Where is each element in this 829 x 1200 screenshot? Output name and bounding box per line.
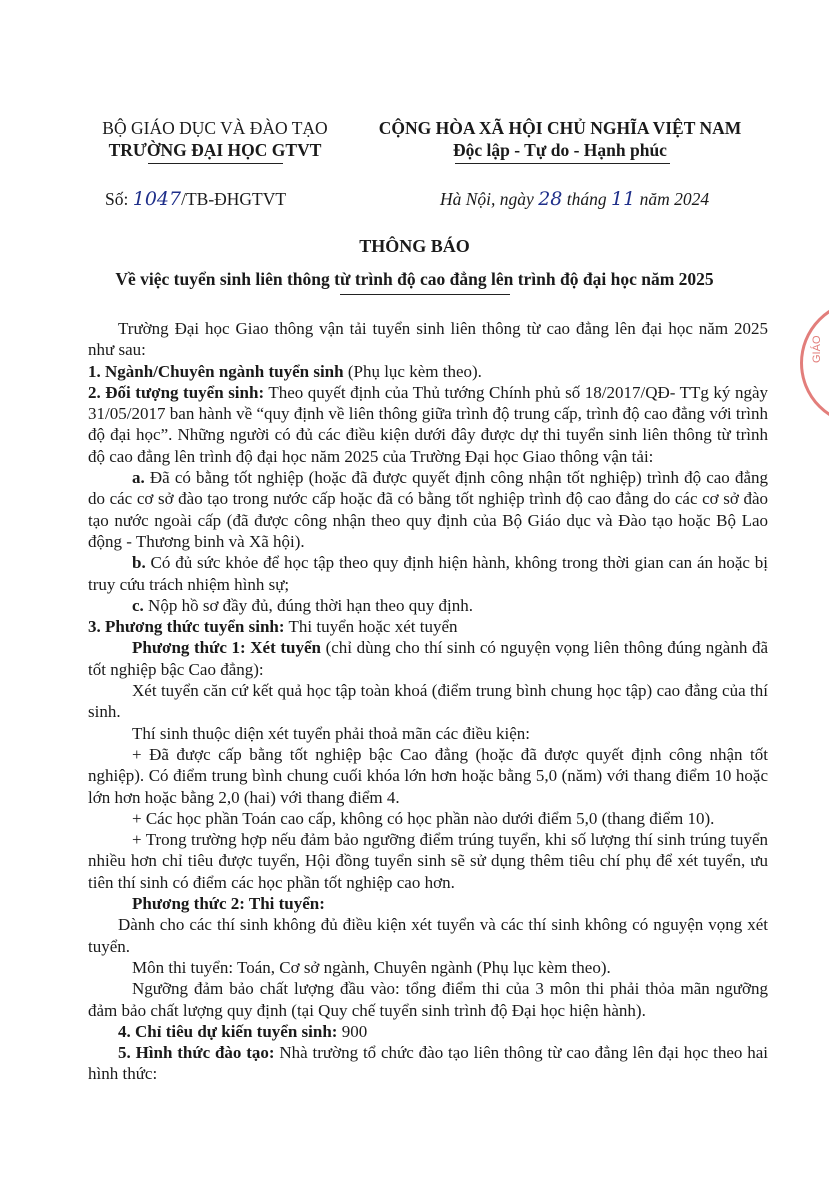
method-1-paragraph-4: + Các học phần Toán cao cấp, không có học phần nào dưới điểm 5,0 (thang điểm 10). — [132, 808, 715, 828]
section-4-text: 900 — [337, 1021, 368, 1041]
document-number — [105, 188, 286, 210]
method-1-paragraph-5: + Trong trường hợp nếu đảm bảo ngưỡng điểm trúng tuyển, khi số lượng thí sinh trúng tuyển nhiều hơn chỉ tiêu được tuyển, Hội đồng tuyển sinh sẽ sử dụng thêm tiêu chí phụ để xét tuyển, ưu tiên thí sinh có điểm các học phần tốt nghiệp cao hơn. — [88, 830, 768, 892]
item-c-label: c. — [132, 595, 144, 615]
national-heading — [360, 117, 760, 161]
issuer-block — [70, 117, 360, 161]
method-1 — [88, 637, 768, 680]
nation-name: CỘNG HÒA XÃ HỘI CHỦ NGHĨA VIỆT NAM — [378, 118, 742, 138]
section-2 — [88, 382, 768, 467]
section-4-heading: 4. Chỉ tiêu dự kiến tuyển sinh: — [118, 1021, 338, 1041]
method-2-heading: Phương thức 2: Thi tuyển: — [132, 894, 325, 914]
red-seal — [800, 300, 829, 426]
item-b — [88, 552, 768, 595]
handwritten-month: 11 — [611, 188, 636, 210]
method-1-heading: Phương thức 1: Xét tuyển — [132, 638, 321, 658]
section-5 — [88, 1042, 768, 1085]
method-1-paragraph-1: Xét tuyển căn cứ kết quả học tập toàn khoá (điểm trung bình chung học tập) cao đẳng của thí sinh. — [88, 681, 768, 722]
subtitle-underline — [340, 294, 510, 295]
method-1-paragraph-2: Thí sinh thuộc diện xét tuyển phải thoả mãn các điều kiện: — [132, 723, 530, 743]
issuer-underline — [148, 163, 283, 164]
section-5-text: Nhà trường tổ chức đào tạo liên thông từ cao đẳng lên đại học theo hai hình thức: — [88, 1043, 768, 1084]
method-2-paragraph-2: Môn thi tuyển: Toán, Cơ sở ngành, Chuyên ngành (Phụ lục kèm theo). — [132, 957, 611, 977]
item-b-text: Có đủ sức khỏe để học tập theo quy định hiện hành, không trong thời gian can án hoặc bị truy cứu trách nhiệm hình sự; — [88, 553, 768, 594]
item-c — [88, 595, 768, 616]
item-a-text: Đã có bằng tốt nghiệp (hoặc đã được quyết định công nhận tốt nghiệp) trình độ cao đẳng do các cơ sở đào tạo trong nước cấp hoặc đã có bằng tốt nghiệp trình độ cao đẳng do các cơ sở đào tạo nước ngoài cấp (đã được công nhận theo quy định của Bộ Giáo dục và Đào tạo hoặc Bộ Lao động - Thương binh và Xã hội). — [88, 468, 768, 551]
notice-title: THÔNG BÁO — [359, 236, 470, 256]
section-5-heading: 5. Hình thức đào tạo: — [118, 1043, 275, 1063]
method-1-text: (chỉ dùng cho thí sinh có nguyện vọng liên thông đúng ngành đã tốt nghiệp bậc Cao đẳng): — [88, 638, 768, 679]
notice-subtitle: Về việc tuyển sinh liên thông từ trình độ cao đẳng lên trình độ đại học năm 2025 — [115, 269, 714, 289]
handwritten-day: 28 — [538, 188, 563, 210]
number-suffix: /TB-ĐHGTVT — [181, 189, 287, 209]
method-1-paragraph-3: + Đã được cấp bằng tốt nghiệp bậc Cao đẳng (hoặc đã được quyết định công nhận tốt nghiệp). Có điểm trung bình chung cuối khóa lớn hơn hoặc bằng 5,0 (năm) với thang điểm 10 hoặc lớn hơn hoặc bằng 2,0 (hai) với thang điểm 4. — [88, 744, 768, 807]
item-a-label: a. — [132, 468, 145, 488]
university-name: TRƯỜNG ĐẠI HỌC GTVT — [108, 140, 322, 160]
notice-body — [88, 318, 768, 1085]
section-1-text: (Phụ lục kèm theo). — [343, 361, 482, 381]
date-place: Hà Nội, ngày — [440, 189, 539, 209]
national-motto: Độc lập - Tự do - Hạnh phúc — [453, 140, 667, 160]
number-prefix: Số: — [105, 189, 133, 209]
item-a — [88, 467, 768, 552]
section-1-heading: 1. Ngành/Chuyên ngành tuyển sinh — [88, 361, 344, 381]
date-year-label: năm 2024 — [635, 189, 710, 209]
method-2-paragraph-3: Ngưỡng đảm bảo chất lượng đầu vào: tổng điểm thi của 3 môn thi phải thỏa mãn ngưỡng đảm bảo chất lượng quy định (tại Quy chế tuyển sinh trình độ Đại học hiện hành). — [88, 979, 768, 1020]
handwritten-number: 1047 — [132, 188, 182, 210]
item-c-text: Nộp hồ sơ đầy đủ, đúng thời hạn theo quy định. — [143, 595, 473, 615]
section-2-text: Theo quyết định của Thủ tướng Chính phủ số 18/2017/QĐ- TTg ký ngày 31/05/2017 ban hành về “quy định về liên thông giữa trình độ trung cấp, trình độ cao đẳng với trình độ đại học”. Những người có đủ các điều kiện dưới đây được dự thi tuyển sinh liên thông từ trình độ cao đẳng lên trình độ đại học năm 2025 của Trường Đại học Giao thông vận tải: — [88, 382, 768, 466]
date-month-label: tháng — [562, 189, 612, 209]
ministry-name: BỘ GIÁO DỤC VÀ ĐÀO TẠO — [102, 118, 328, 138]
intro-paragraph: Trường Đại học Giao thông vận tải tuyển sinh liên thông từ cao đẳng lên đại học năm 2025 như sau: — [88, 319, 768, 360]
section-3-text: Thi tuyển hoặc xét tuyển — [284, 617, 458, 637]
item-b-label: b. — [132, 553, 146, 573]
seal-text: GIÁO — [811, 335, 823, 363]
document-date — [440, 188, 709, 210]
method-2-paragraph-1: Dành cho các thí sinh không đủ điều kiện xét tuyển và các thí sinh không có nguyện vọng xét tuyển. — [88, 915, 768, 956]
section-2-heading: 2. Đối tượng tuyển sinh: — [88, 382, 265, 402]
section-4 — [88, 1021, 768, 1042]
section-1 — [88, 361, 768, 382]
section-3-heading: 3. Phương thức tuyển sinh: — [88, 617, 285, 637]
method-2 — [88, 893, 768, 914]
motto-underline — [455, 163, 670, 164]
section-3 — [88, 616, 768, 637]
